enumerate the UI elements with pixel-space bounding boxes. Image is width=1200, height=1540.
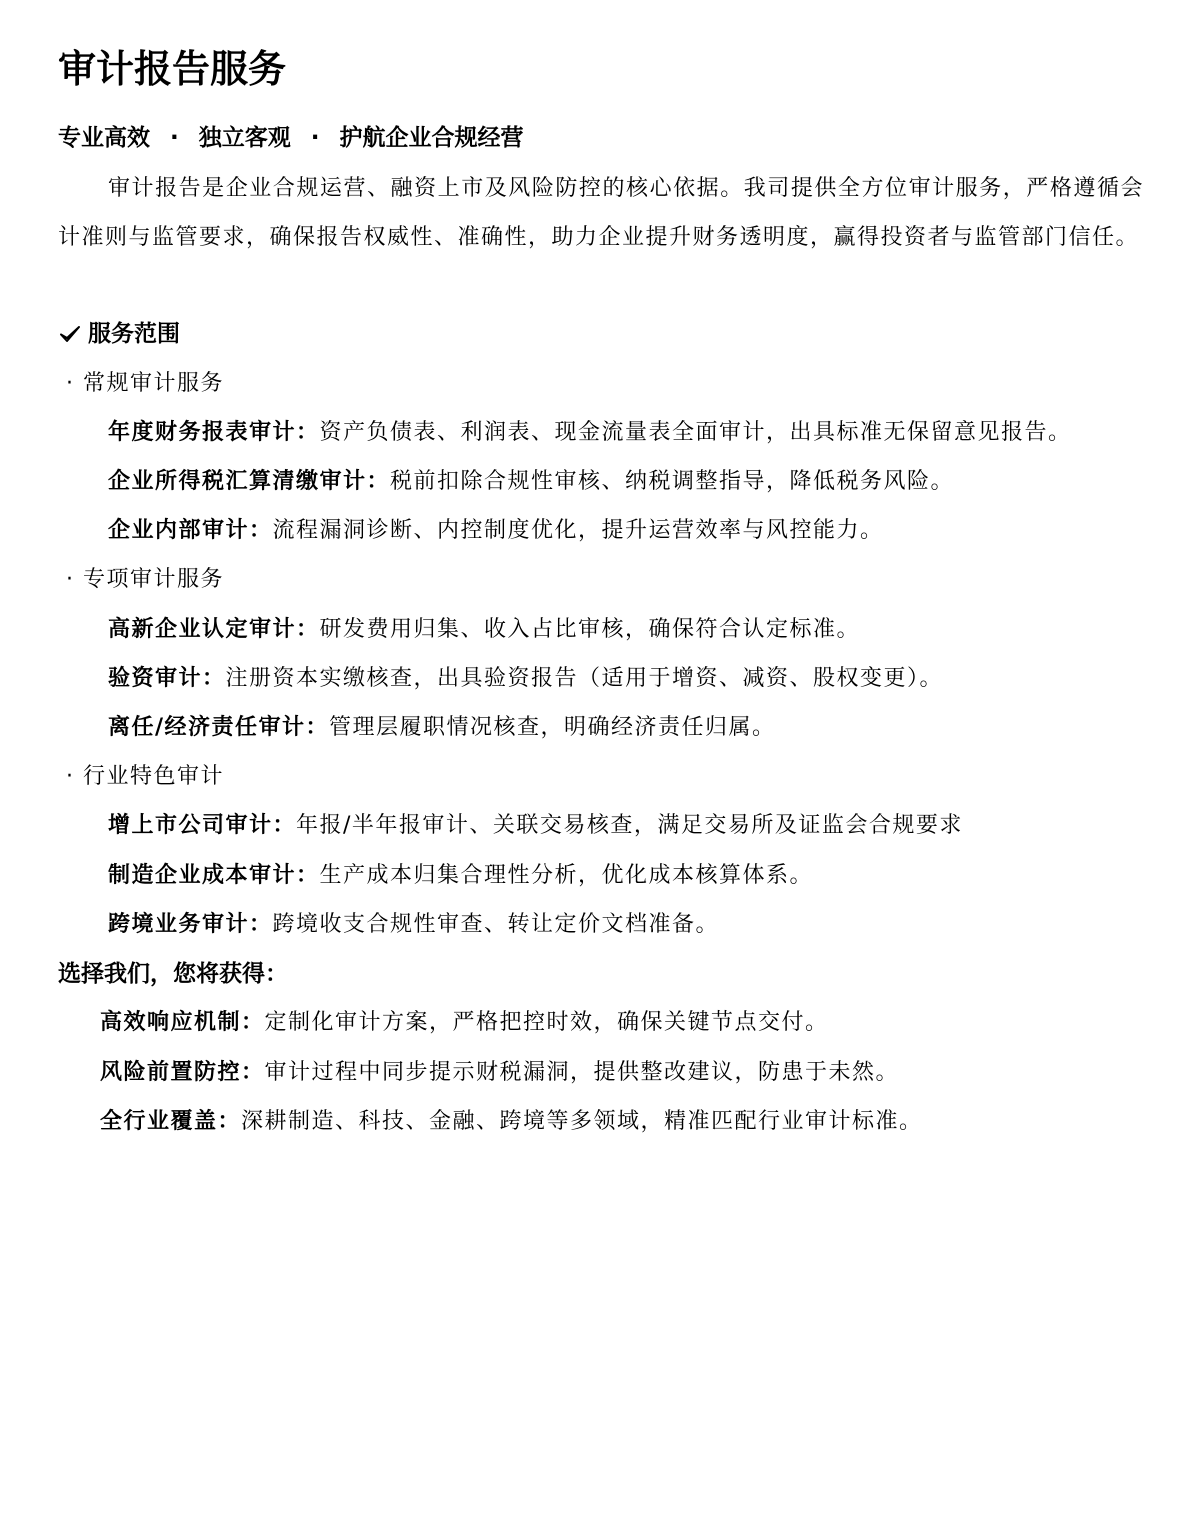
tagline-item: 独立客观 <box>198 125 291 151</box>
service-item <box>108 712 776 744</box>
service-desc: 注册资本实缴核查，出具验资报告（适用于增资、减资、股权变更）。 <box>225 666 944 691</box>
tagline-item: 专业高效 <box>58 125 150 151</box>
service-desc: 跨境收支合规性审查、转让定价文档准备。 <box>272 912 720 937</box>
service-desc: 流程漏洞诊断、内控制度优化，提升运营效率与风控能力。 <box>272 518 884 543</box>
benefit-term: 风险前置防控： <box>100 1060 265 1085</box>
service-desc: 税前扣除合规性审核、纳税调整指导，降低税务风险。 <box>390 469 955 494</box>
category-label: · 常规审计服务 <box>66 371 224 396</box>
service-item <box>108 515 884 547</box>
tagline-separator: · <box>170 125 179 151</box>
service-item <box>108 417 1072 449</box>
service-item <box>108 860 813 892</box>
service-term: 增上市公司审计： <box>108 813 297 838</box>
service-term: 离任/经济责任审计： <box>108 715 330 740</box>
service-item <box>108 909 719 941</box>
check-icon <box>58 322 82 346</box>
service-desc: 管理层履职情况核查，明确经济责任归属。 <box>329 715 776 740</box>
service-term: 高新企业认定审计： <box>108 617 320 642</box>
benefit-desc: 审计过程中同步提示财税漏洞，提供整改建议，防患于未然。 <box>264 1060 900 1085</box>
benefit-term: 高效响应机制： <box>100 1010 265 1035</box>
service-term: 年度财务报表审计： <box>108 420 320 445</box>
service-desc: 研发费用归集、收入占比审核，确保符合认定标准。 <box>319 617 861 642</box>
service-item <box>108 614 860 646</box>
service-term: 跨境业务审计： <box>108 912 273 937</box>
service-desc: 年报/半年报审计、关联交易核查，满足交易所及证监会合规要求 <box>296 813 963 838</box>
service-term: 验资审计： <box>108 666 226 691</box>
service-item <box>108 810 963 842</box>
tagline-item: 护航企业合规经营 <box>339 125 524 151</box>
benefit-item <box>100 1007 829 1039</box>
service-term: 企业所得税汇算清缴审计： <box>108 469 391 494</box>
benefit-term: 全行业覆盖： <box>100 1109 242 1134</box>
benefit-item <box>100 1106 923 1138</box>
page-title: 审计报告服务 <box>58 47 287 91</box>
benefit-item <box>100 1057 899 1089</box>
scope-heading <box>58 318 180 350</box>
tagline <box>58 122 524 154</box>
intro-paragraph: 审计报告是企业合规运营、融资上市及风险防控的核心依据。我司提供全方位审计服务，严格遵循会计准则与监管要求，确保报告权威性、准确性，助力企业提升财务透明度，赢得投资者与监管部门信任。 <box>58 176 1144 250</box>
service-term: 企业内部审计： <box>108 518 273 543</box>
category-label: · 行业特色审计 <box>66 764 224 789</box>
benefit-desc: 深耕制造、科技、金融、跨境等多领域，精准匹配行业审计标准。 <box>241 1109 923 1134</box>
service-item <box>108 466 954 498</box>
service-item <box>108 663 943 695</box>
benefit-desc: 定制化审计方案，严格把控时效，确保关键节点交付。 <box>264 1010 829 1035</box>
service-desc: 资产负债表、利润表、现金流量表全面审计，出具标准无保留意见报告。 <box>319 420 1072 445</box>
tagline-separator: · <box>310 125 320 151</box>
service-desc: 生产成本归集合理性分析，优化成本核算体系。 <box>319 863 814 888</box>
scope-heading-label: 服务范围 <box>88 321 180 347</box>
category-label: · 专项审计服务 <box>66 567 224 592</box>
benefits-heading: 选择我们，您将获得： <box>58 961 288 987</box>
service-term: 制造企业成本审计： <box>108 863 320 888</box>
